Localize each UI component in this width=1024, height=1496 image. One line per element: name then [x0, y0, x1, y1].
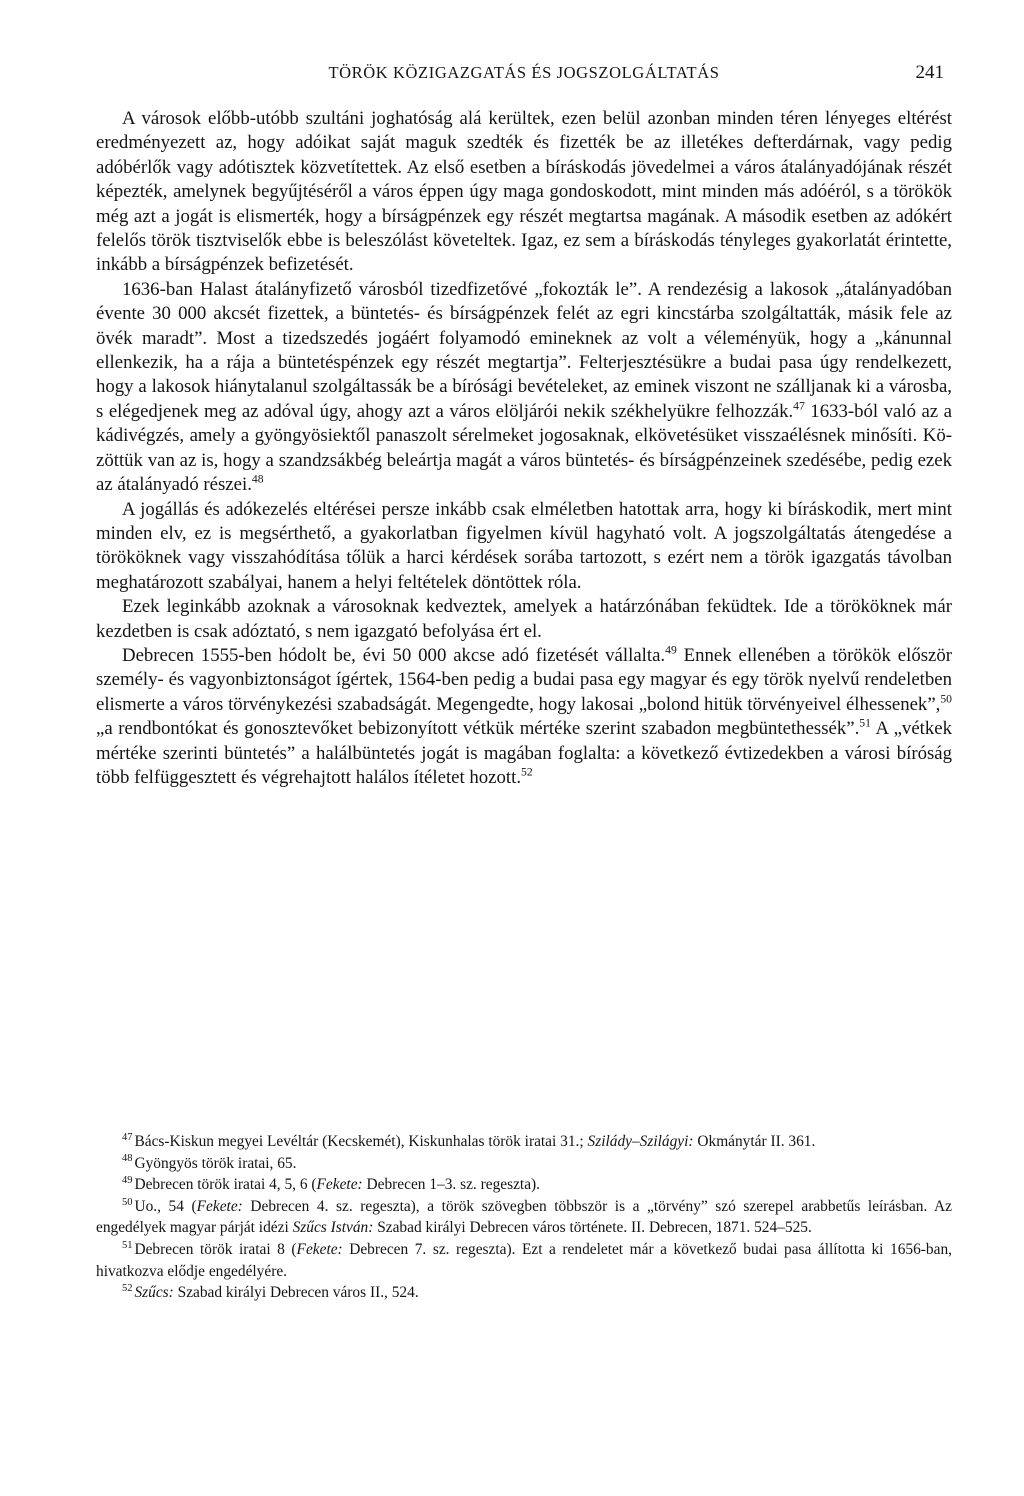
- footnote-text: Okmánytár II. 361.: [693, 1133, 816, 1150]
- footnote-number: 49: [122, 1175, 133, 1187]
- running-title: TÖRÖK KÖZIGAZGATÁS ÉS JOGSZOLGÁLTATÁS: [328, 63, 720, 82]
- footnote-number: 47: [122, 1131, 133, 1143]
- footnote-text: Debrecen 4. sz. regeszta), a török szövegben többször is a „törvény” szó szerepel arabbetűs leírásban. Az engedélyek magyar párját idézi: [96, 1197, 953, 1237]
- page-number: 241: [915, 62, 944, 83]
- footnote-number: 52: [122, 1283, 133, 1295]
- paragraph-1: [96, 107, 952, 278]
- running-head: [96, 58, 952, 88]
- footnote-ref-51[interactable]: 51: [859, 716, 871, 730]
- paragraph-5-text-d: A „vétkek mértéke szerinti büntetés” a halálbüntetés jogát is magában foglalta: a következő évtizedekben a városi bíróság több felfüggesztett és végrehajtott halálos ítéletet hozott.: [96, 718, 952, 788]
- paragraph-4-text: Ezek leginkább azoknak a városoknak kedveztek, amelyek a határzónában feküdtek. Ide a törököknek már kezdetben is csak adóztató, s nem igazgató befolyása ért el.: [96, 596, 952, 642]
- footnote-text: Debrecen 1–3. sz. regeszta).: [362, 1176, 541, 1194]
- paragraph-3: [96, 498, 952, 596]
- footnote-ref-50[interactable]: 50: [940, 692, 952, 706]
- footnote-text: Gyöngyös török iratai, 65.: [134, 1154, 297, 1172]
- footnote-author: Fekete:: [196, 1197, 243, 1215]
- footnotes: [96, 1131, 952, 1304]
- footnote-52: [96, 1282, 952, 1304]
- footnote-text: Debrecen 7. sz. regeszta). Ezt a rendeletet már a következő budai pasa állította ki 1656-ban, hivatkozva elődje engedélyére.: [96, 1240, 952, 1280]
- footnote-text: Bács-Kiskun megyei Levéltár (Kecskemét), Kiskunhalas török iratai 31.;: [134, 1133, 588, 1150]
- footnote-51: [96, 1239, 952, 1282]
- footnote-author: Szűcs István:: [292, 1219, 374, 1237]
- footnote-50: [96, 1196, 952, 1239]
- paragraph-5-text-c: „a rendbontókat és gonosztevőket bebizonyított vétkük mértéke szerint szabadon megbüntethessék”.: [96, 718, 860, 740]
- footnote-ref-52[interactable]: 52: [521, 765, 533, 779]
- footnote-text: Szabad királyi Debrecen város II., 524.: [173, 1284, 419, 1302]
- footnote-48: [96, 1153, 952, 1175]
- footnote-number: 50: [122, 1196, 133, 1208]
- paragraph-5-text-a: Debrecen 1555-ben hódolt be, évi 50 000 akcse adó fizetését vállalta.: [122, 644, 666, 666]
- footnote-author: Fekete:: [296, 1240, 343, 1258]
- paragraph-5: [96, 644, 952, 790]
- paragraph-5-text-b: Ennek ellenében a törökök először személy- és vagyonbiztonságot ígértek, 1564-ben pedig a budai pasa egy magyar és egy török nyelvű rendeletben elismerte a város törvénykezési szabadságát. Megengedte, hogy lakosai „bolond hitük törvényeivel élhessenek”,: [96, 644, 952, 715]
- footnote-author: Sziládу–Szilágyi:: [587, 1133, 694, 1150]
- footnote-ref-48[interactable]: 48: [251, 472, 264, 486]
- footnote-text: Debrecen török iratai 4, 5, 6 (: [134, 1176, 317, 1194]
- footnote-text: Debrecen török iratai 8 (: [134, 1240, 297, 1258]
- footnote-number: 51: [122, 1239, 133, 1251]
- paragraph-2-text-b: 1633-ból való az a kádivégzés, amely a gyöngyösiektől panaszolt sérelmeket jogosaknak, elkövetésüket visszaélésnek minősíti. Közöttük van az is, hogy a szandzsákbég beleártja magát a város büntetés- és bírságpénzeinek szedésébe, pedig ezek az átalányadó részei.: [96, 400, 952, 496]
- footnote-text: Uo., 54 (: [134, 1197, 197, 1215]
- footnote-ref-47[interactable]: 47: [793, 399, 805, 413]
- footnote-ref-49[interactable]: 49: [665, 643, 677, 657]
- footnote-text: Szabad királyi Debrecen város története. II. Debrecen, 1871. 524–525.: [373, 1219, 812, 1237]
- body-text: [96, 107, 952, 790]
- footnote-49: [96, 1174, 952, 1196]
- paragraph-1-text: A városok előbb-utóbb szultáni joghatóság alá kerültek, ezen belül azonban minden téren lényeges eltérést eredményezett az, hogy adóikat saját maguk szedték és fizették be az illetékes defterdárnak, vagy pedig adóbérlők vagy adótisztek közvetítettek. Az első esetben a bíráskodás jövedelmei a város átalányadójának részét képezték, amelynek begyűjtéséről a város éppen úgy maga gondoskodott, mint minden más adóéról, s a törökök még azt a jogát is elismerték, hogy a bírságpénzek egy részét megtartsa magának. A második esetben az adókért felelős török tisztviselők ebbe is beleszólást követeltek. Igaz, ez sem a bíráskodás tényleges gyakorlatát érintette, inkább a bírságpénzek befizetését.: [96, 108, 952, 276]
- footnote-47: [96, 1131, 952, 1153]
- paragraph-2: [96, 278, 952, 498]
- footnote-number: 48: [122, 1153, 133, 1165]
- paragraph-2-text-a: 1636-ban Halast átalányfizető városból tizedfizetővé „fokozták le”. A rendezésig a lakosok „átalányadóban évente 30 000 akcsét fizettek, a büntetés- és bírságpénzek felét az egri kincstárba szolgáltatták, másik fele az övék maradt”. Most a tizedszedés jogáért folyamodó emineknek az volt a véleményük, hogy a „kánunnal ellenkezik, ha a rája a büntetéspénzek egy részét megtartja”. Felterjesztésükre a budai pasa úgy rendelkezett, hogy a lakosok hiánytalanul szolgáltassák be a bírósági bevételeket, az eminek viszont ne szálljanak ki a városba, s elégedjenek meg az adóval úgy, ahogy azt a város elöljárói nekik székhelyükre felhozzák.: [96, 278, 952, 422]
- footnote-author: Szűcs:: [134, 1284, 174, 1302]
- paragraph-3-text: A jogállás és adókezelés eltérései persze inkább csak elméletben hatottak arra, hogy ki bíráskodik, mert mint minden elv, ez is megsérthető, a gyakorlatban figyelmen kívül hagyható volt. A jogszolgáltatás átengedése a törököknek vagy visszahódítása tőlük a harci kérdések sorába tartozott, s ezért nem a török igazgatás távolban meghatározott szabályai, hanem a helyi feltételek döntöttek róla.: [96, 498, 952, 593]
- paragraph-4: [96, 595, 952, 644]
- footnote-author: Fekete:: [316, 1176, 363, 1194]
